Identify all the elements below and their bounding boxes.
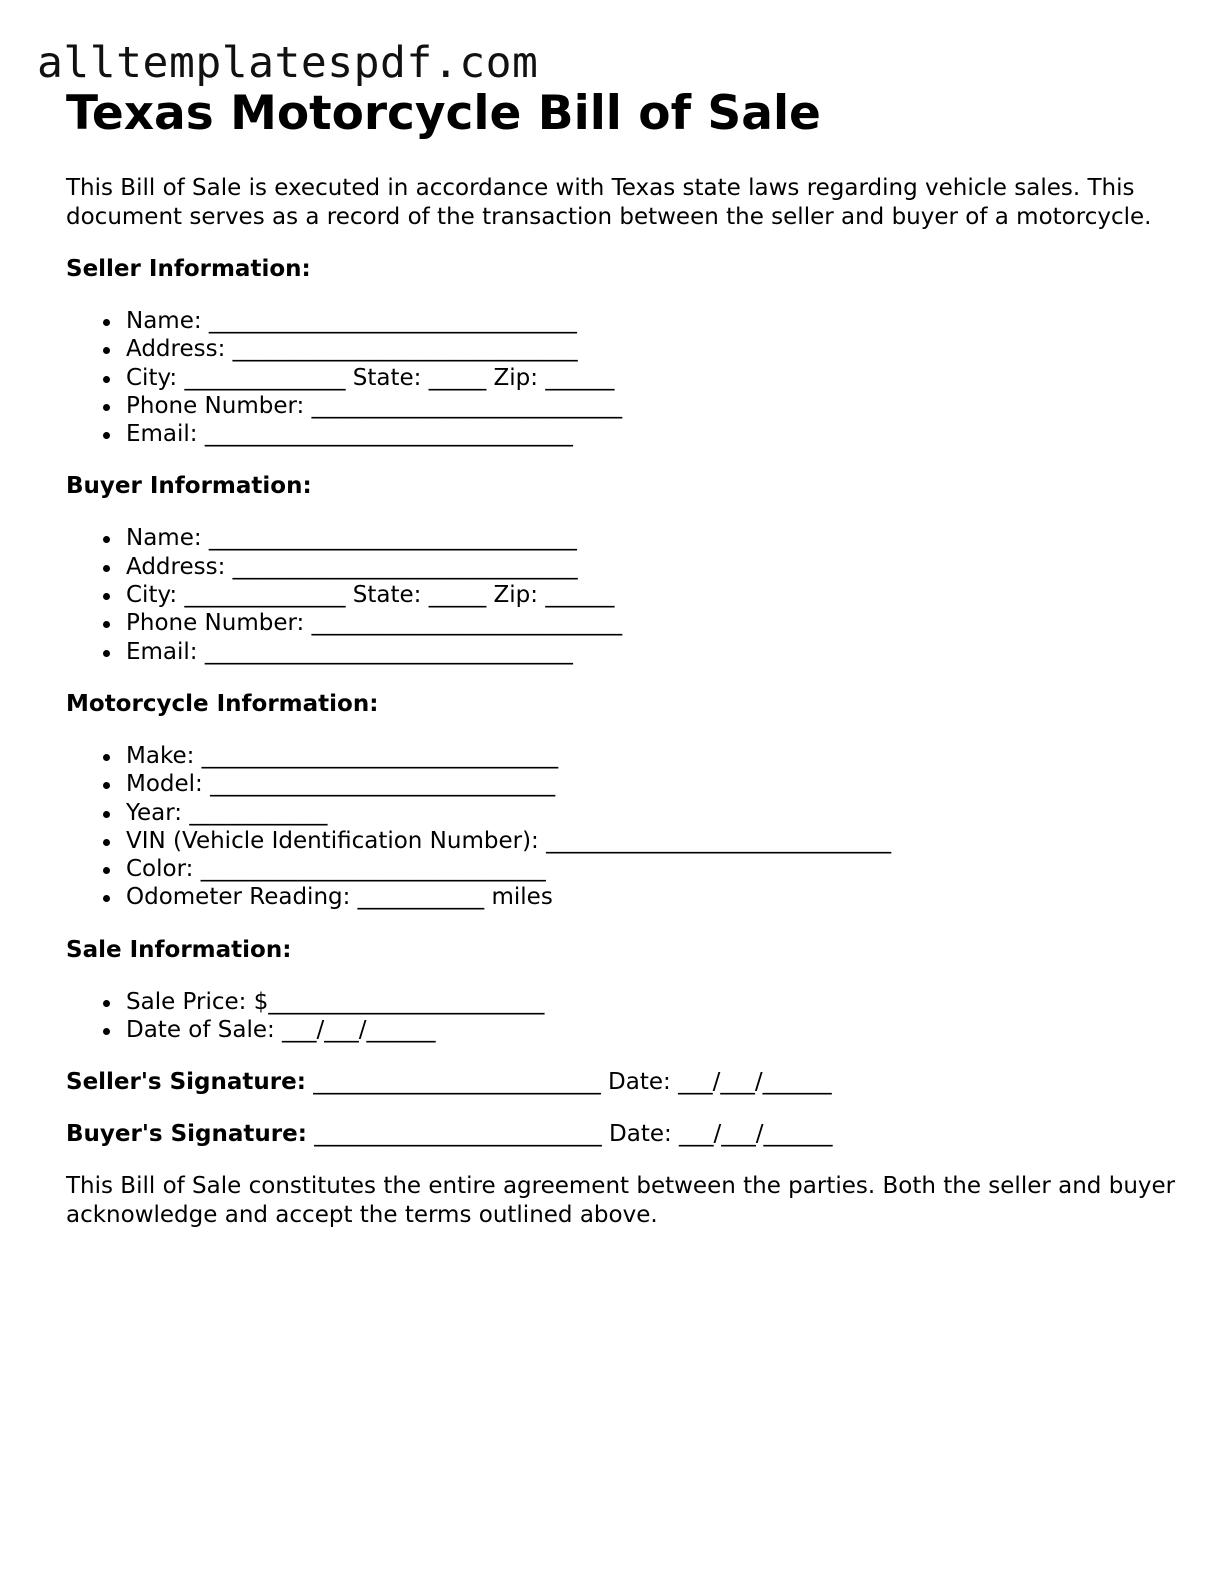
buyer-heading: Buyer Information:	[66, 473, 312, 500]
sale-price-field[interactable]: Sale Price: $________________________	[126, 988, 1176, 1016]
buyer-address-field[interactable]: Address: ______________________________	[126, 553, 1176, 581]
seller-phone-field[interactable]: Phone Number: ___________________________	[126, 392, 1176, 420]
buyer-city-state-zip-field[interactable]: City: ______________ State: _____ Zip: ______	[126, 581, 1176, 609]
sale-heading: Sale Information:	[66, 936, 292, 963]
motorcycle-year-field[interactable]: Year: ____________	[126, 799, 1176, 827]
buyer-signature-label: Buyer's Signature:	[66, 1121, 307, 1148]
buyer-fields	[66, 524, 1176, 665]
buyer-email-field[interactable]: Email: ________________________________	[126, 638, 1176, 666]
intro-paragraph: This Bill of Sale is executed in accordance with Texas state laws regarding vehicle sales. This document serves as a record of the transaction between the seller and buyer of a motorcycle.	[66, 175, 1152, 230]
document-body	[66, 84, 1176, 1229]
motorcycle-heading: Motorcycle Information:	[66, 690, 379, 717]
buyer-signature-row	[66, 1120, 1176, 1148]
motorcycle-vin-field[interactable]: VIN (Vehicle Identification Number): ______________________________	[126, 827, 1176, 855]
motorcycle-fields	[66, 742, 1176, 912]
sale-fields	[66, 988, 1176, 1045]
buyer-signature-field[interactable]: _________________________ Date: ___/___/______	[306, 1121, 833, 1148]
page-title: Texas Motorcycle Bill of Sale	[66, 86, 821, 141]
motorcycle-odometer-field[interactable]: Odometer Reading: ___________ miles	[126, 883, 1176, 911]
seller-signature-field[interactable]: _________________________ Date: ___/___/______	[305, 1069, 832, 1096]
seller-signature-row	[66, 1068, 1176, 1096]
buyer-phone-field[interactable]: Phone Number: ___________________________	[126, 609, 1176, 637]
seller-heading: Seller Information:	[66, 256, 311, 282]
buyer-name-field[interactable]: Name: ________________________________	[126, 524, 1176, 552]
closing-paragraph: This Bill of Sale constitutes the entire agreement between the parties. Both the seller and buyer acknowledge and accept the terms outlined above.	[66, 1173, 1176, 1228]
watermark: alltemplatespdf.com	[37, 38, 539, 88]
seller-signature-label: Seller's Signature:	[66, 1069, 306, 1096]
seller-name-field[interactable]: Name: ________________________________	[126, 307, 1176, 335]
seller-fields	[66, 307, 1176, 448]
motorcycle-model-field[interactable]: Model: ______________________________	[126, 770, 1176, 798]
seller-city-state-zip-field[interactable]: City: ______________ State: _____ Zip: ______	[126, 364, 1176, 392]
motorcycle-make-field[interactable]: Make: _______________________________	[126, 742, 1176, 770]
sale-date-field[interactable]: Date of Sale: ___/___/______	[126, 1016, 1176, 1044]
seller-email-field[interactable]: Email: ________________________________	[126, 420, 1176, 448]
motorcycle-color-field[interactable]: Color: ______________________________	[126, 855, 1176, 883]
seller-address-field[interactable]: Address: ______________________________	[126, 335, 1176, 363]
